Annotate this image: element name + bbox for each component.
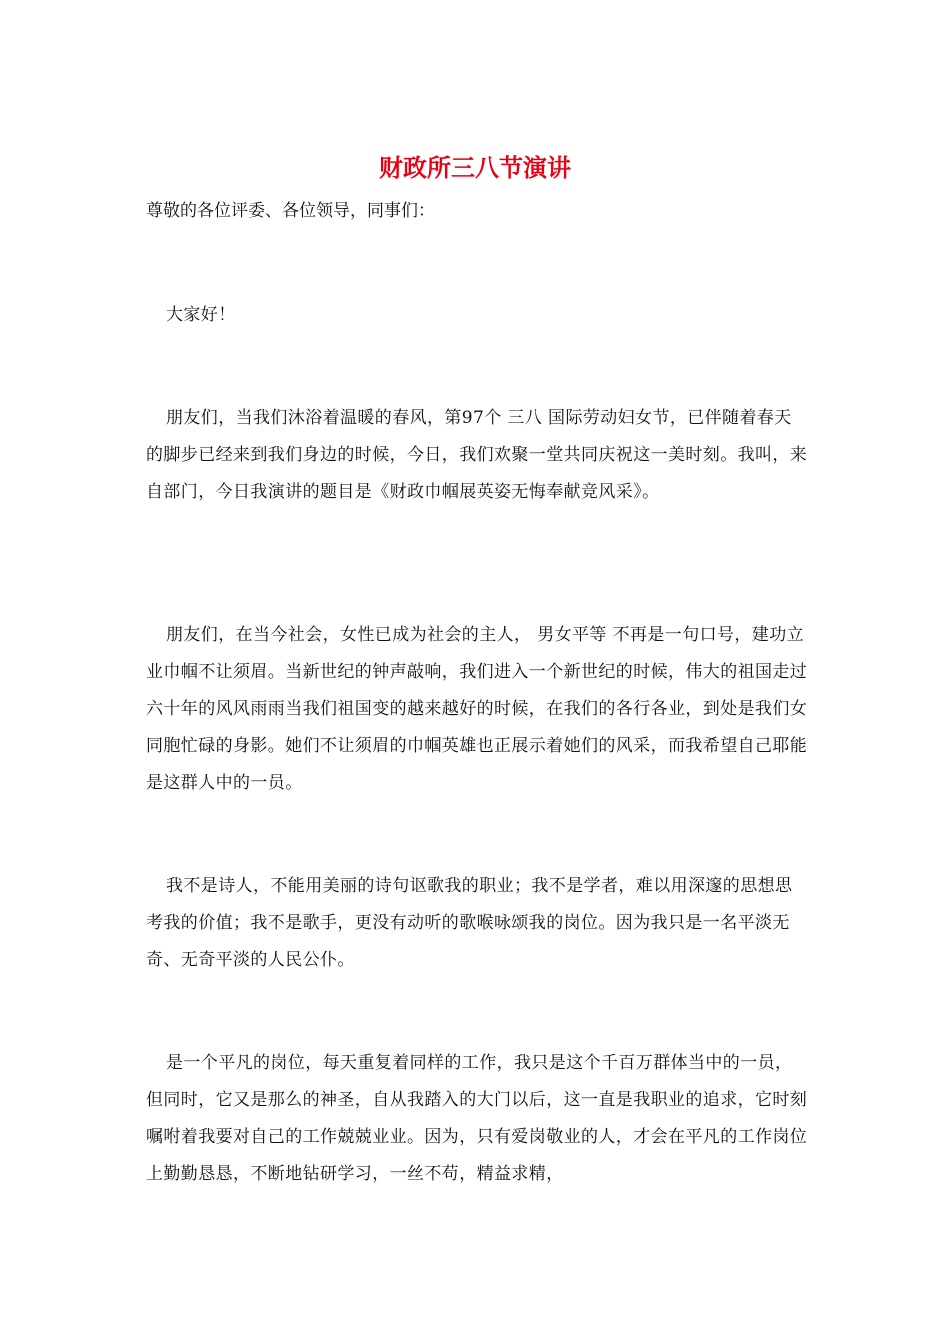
paragraph: 朋友们，当我们沐浴着温暖的春风，第97个 三八 国际劳动妇女节，已伴随着春天的脚步已经来到我们身边的时候，今日，我们欢聚一堂共同庆祝这一美时刻。我叫，来自部门，今日我演讲的题目是《财政巾帼展英姿无悔奉献竞风采》。 xyxy=(146,408,808,502)
paragraph: 是一个平凡的岗位，每天重复着同样的工作，我只是这个千百万群体当中的一员，但同时，它又是那么的神圣，自从我踏入的大门以后，这一直是我职业的追求，它时刻嘱咐着我要对自己的工作兢兢业业。因为，只有爱岗敬业的人，才会在平凡的工作岗位上勤勤恳恳，不断地钻研学习，一丝不苟，精益求精， xyxy=(146,1053,808,1184)
paragraph: 我不是诗人，不能用美丽的诗句讴歌我的职业；我不是学者，难以用深邃的思想思考我的价值；我不是歌手，更没有动听的歌喉咏颂我的岗位。因为我只是一名平淡无奇、无奇平淡的人民公仆。 xyxy=(146,876,793,970)
salutation: 尊敬的各位评委、各位领导，同事们： xyxy=(146,201,435,221)
document-title: 财政所三八节演讲 xyxy=(379,153,571,182)
greeting: 大家好！ xyxy=(166,305,236,325)
paragraph: 朋友们，在当今社会，女性已成为社会的主人， 男女平等 不再是一句口号，建功立业巾帼不让须眉。当新世纪的钟声敲响，我们进入一个新世纪的时候，伟大的祖国走过六十年的风风雨雨当我们祖国变的越来越好的时候，在我们的各行各业，到处是我们女同胞忙碌的身影。她们不让须眉的巾帼英雄也正展示着她们的风采，而我希望自己耶能是这群人中的一员。 xyxy=(146,625,808,793)
